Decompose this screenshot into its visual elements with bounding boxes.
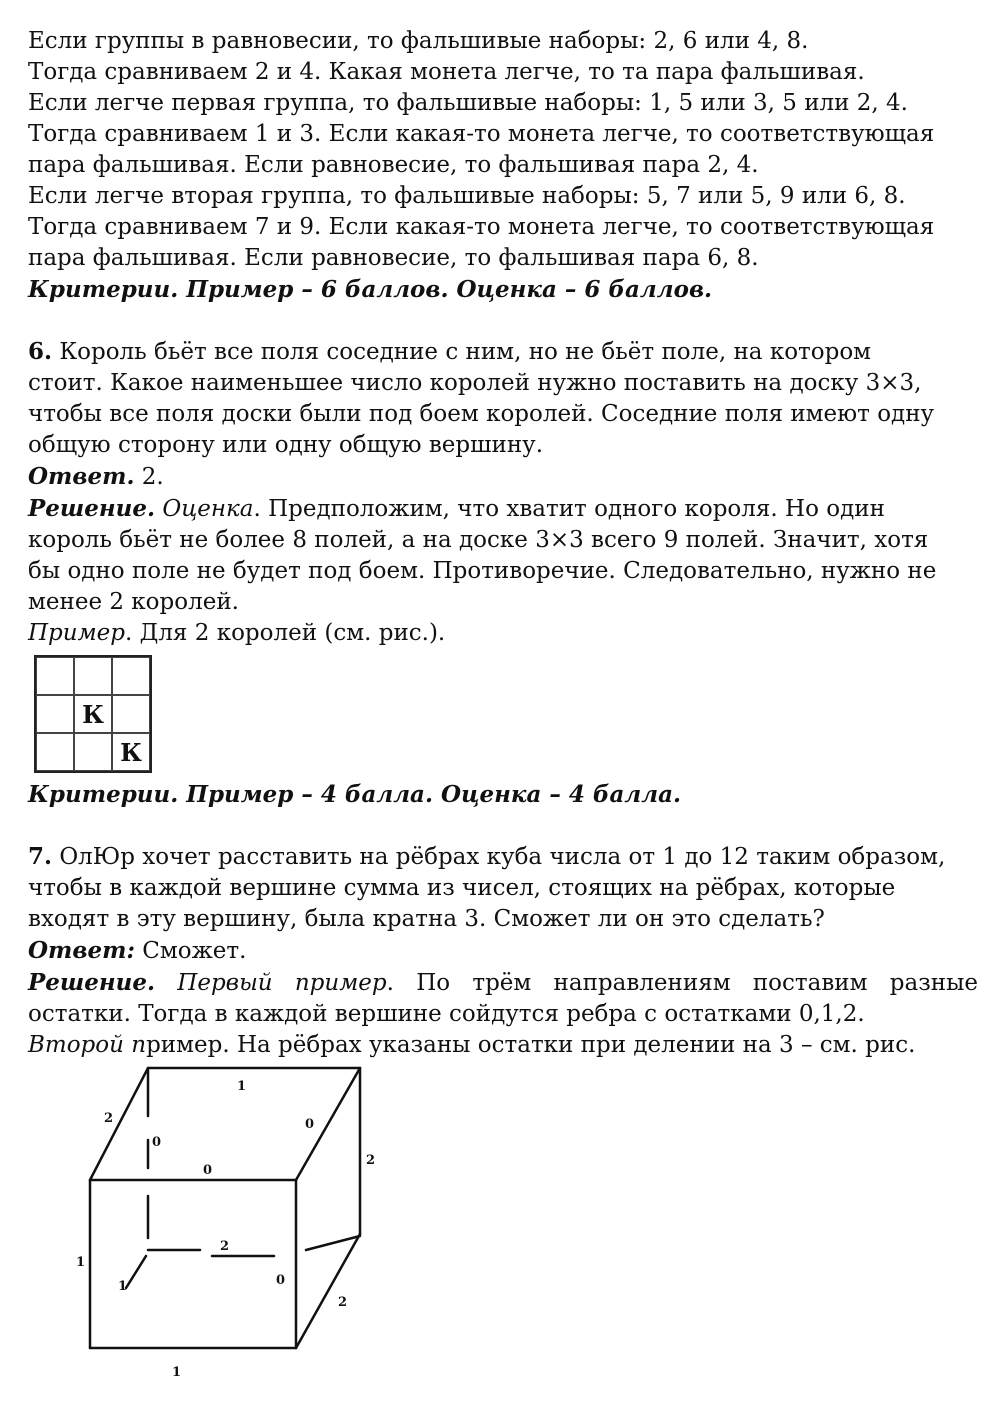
problem5-line: пара фальшивая. Если равновесие, то фальшивая пара 6, 8. [28,245,759,271]
cube-diagram [60,1056,390,1386]
board-cell [36,695,74,733]
problem6-statement-line-1: 6. Король бьёт все поля соседние с ним, но не бьёт поле, на котором [28,338,872,365]
problem7-answer: Ответ: Сможет. [28,937,247,964]
problem6-criteria: Критерии. Пример – 4 балла. Оценка – 4 балла. [28,781,681,808]
problem6-example: Пример. Для 2 королей (см. рис.). [28,620,446,646]
problem6-solution-line-4: менее 2 королей. [28,589,239,615]
cube-label: 2 [220,1239,230,1254]
problem6-statement-line-4: общую сторону или одну общую вершину. [28,432,544,458]
problem5-criteria: Критерии. Пример – 6 баллов. Оценка – 6 баллов. [28,276,713,303]
problem6-statement-line-2: стоит. Какое наименьшее число королей нужно поставить на доску 3×3, [28,370,922,396]
cube-label: 0 [203,1163,213,1178]
problem7-number: 7. [28,843,53,870]
problem5-line: пара фальшивая. Если равновесие, то фальшивая пара 2, 4. [28,152,759,178]
cube-label: 0 [276,1273,286,1288]
problem6-number: 6. [28,338,53,365]
board-cell-king: К [74,695,112,733]
cube-label: 0 [152,1135,162,1150]
problem6-solution-line-1: Решение. Оценка. Предположим, что хватит одного короля. Но один [28,495,885,522]
problem7-solution-line-1: Решение. Первый пример. По трём направлениям поставим разные [28,969,978,996]
problem7-statement-line-2: чтобы в каждой вершине сумма из чисел, стоящих на рёбрах, которые [28,875,896,901]
problem5-solution-text [28,26,978,274]
cube-label: 2 [366,1153,376,1168]
cube-label: 2 [338,1295,348,1310]
problem5-line: Тогда сравниваем 2 и 4. Какая монета легче, то та пара фальшивая. [28,59,865,85]
board-cell [112,695,150,733]
problem5-line: Если легче первая группа, то фальшивые наборы: 1, 5 или 3, 5 или 2, 4. [28,90,908,116]
board-cell-king: К [112,733,150,771]
cube-label: 1 [172,1365,182,1380]
problem5-line: Тогда сравниваем 1 и 3. Если какая-то монета легче, то соответствующая [28,121,935,147]
cube-edge [90,1068,148,1180]
problem5-line: Если группы в равновесии, то фальшивые наборы: 2, 6 или 4, 8. [28,28,809,54]
cube-label: 1 [237,1079,247,1094]
board-cell [74,733,112,771]
problem7-statement-line-1: 7. ОлЮр хочет расставить на рёбрах куба числа от 1 до 12 таким образом, [28,843,946,870]
cube-label: 2 [104,1111,114,1126]
board-cell [74,657,112,695]
chess-board-3x3 [34,655,152,773]
problem5-line: Тогда сравниваем 7 и 9. Если какая-то монета легче, то соответствующая [28,214,935,240]
cube-label: 1 [76,1255,86,1270]
problem5-line: Если легче вторая группа, то фальшивые наборы: 5, 7 или 5, 9 или 6, 8. [28,183,906,209]
problem7-solution-line-3: Второй пример. На рёбрах указаны остатки при делении на 3 – см. рис. [28,1032,916,1058]
problem6-solution-line-3: бы одно поле не будет под боем. Противоречие. Следовательно, нужно не [28,558,937,584]
problem6-statement-line-3: чтобы все поля доски были под боем королей. Соседние поля имеют одну [28,401,935,427]
document-page [28,26,978,1061]
problem6-answer: Ответ. 2. [28,463,164,490]
cube-label: 1 [118,1279,128,1294]
cube-hidden-edge [126,1256,146,1288]
cube-label: 0 [305,1117,315,1132]
board-cell [36,657,74,695]
problem7-statement-line-3: входят в эту вершину, была кратна 3. Сможет ли он это сделать? [28,906,825,932]
problem7-solution-line-2: остатки. Тогда в каждой вершине сойдутся ребра с остатками 0,1,2. [28,1001,865,1027]
problem6-solution-line-2: король бьёт не более 8 полей, а на доске 3×3 всего 9 полей. Значит, хотя [28,527,929,553]
board-cell [36,733,74,771]
board-cell [112,657,150,695]
